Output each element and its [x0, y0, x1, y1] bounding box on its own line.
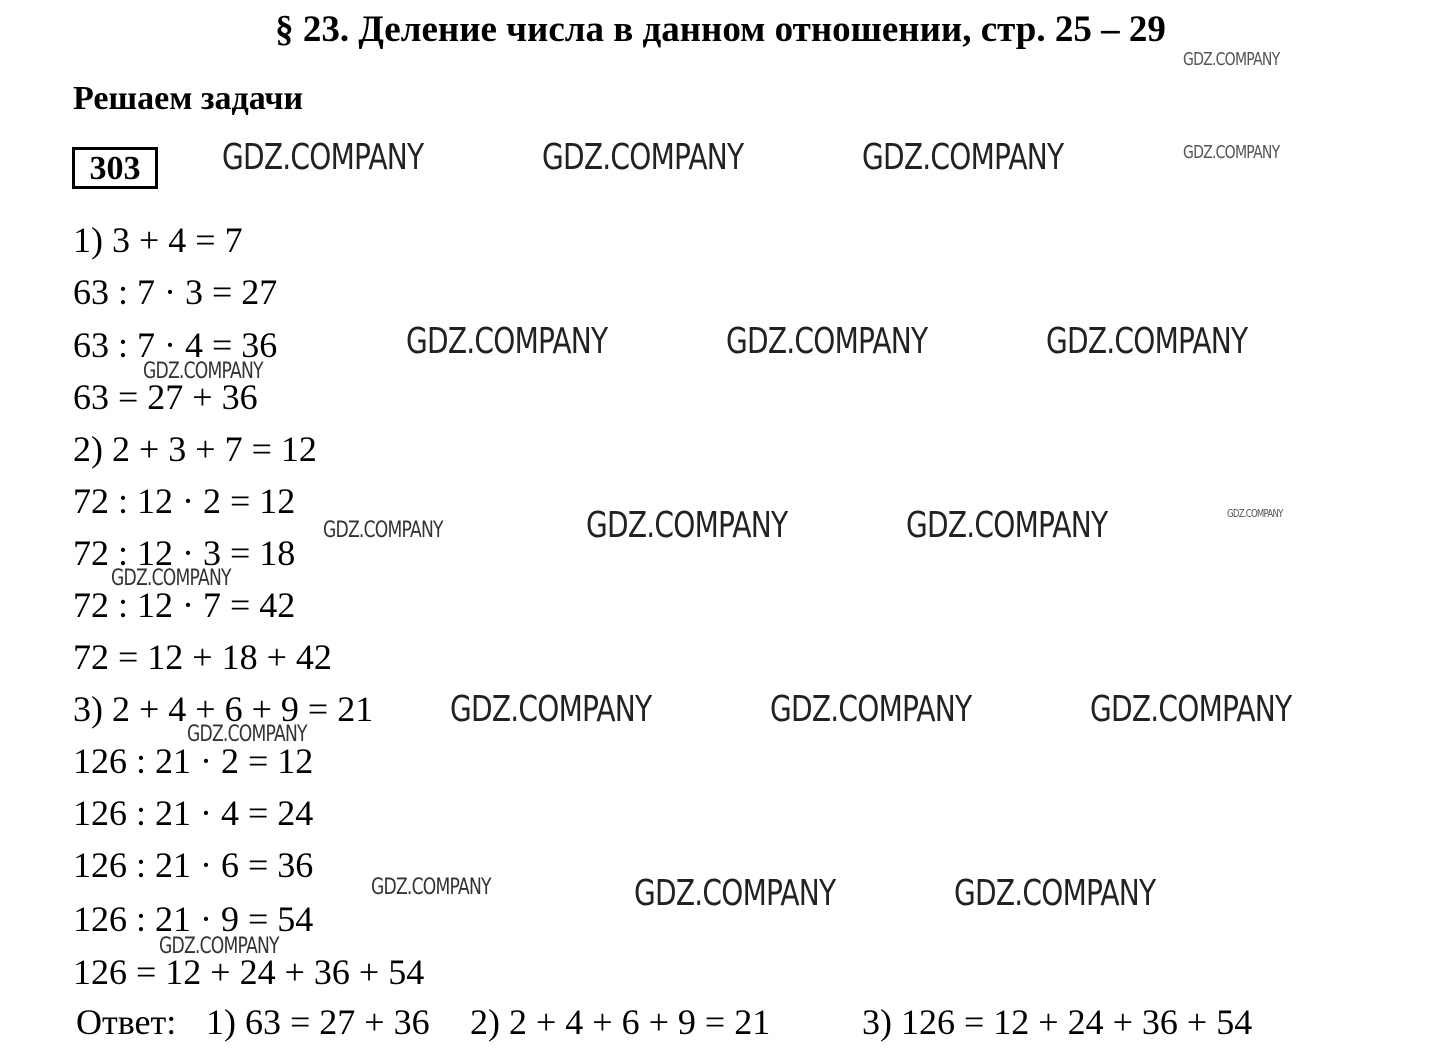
watermark: GDZ.COMPANY — [187, 722, 307, 747]
watermark: GDZ.COMPANY — [1183, 49, 1280, 70]
solution-line: 2) 2 + 3 + 7 = 12 — [73, 429, 317, 469]
solution-line: 126 = 12 + 24 + 36 + 54 — [73, 952, 425, 992]
solution-line: 1) 3 + 4 = 7 — [73, 220, 243, 260]
watermark: GDZ.COMPANY — [906, 505, 1108, 546]
solution-line: 72 : 12 · 7 = 42 — [73, 585, 296, 625]
watermark: GDZ.COMPANY — [222, 137, 424, 178]
watermark: GDZ.COMPANY — [862, 137, 1064, 178]
answer-label: Ответ: — [76, 1002, 177, 1042]
solution-line: 3) 2 + 4 + 6 + 9 = 21 — [73, 689, 374, 729]
watermark: GDZ.COMPANY — [323, 518, 443, 543]
solution-line: 63 = 27 + 36 — [73, 377, 258, 417]
watermark: GDZ.COMPANY — [1227, 507, 1283, 520]
watermark: GDZ.COMPANY — [143, 359, 263, 384]
watermark: GDZ.COMPANY — [954, 873, 1156, 914]
watermark: GDZ.COMPANY — [111, 566, 231, 591]
solution-line: 126 : 21 · 2 = 12 — [73, 741, 314, 781]
solution-line: 72 : 12 · 3 = 18 — [73, 533, 296, 573]
answer-part-3: 3) 126 = 12 + 24 + 36 + 54 — [862, 1002, 1253, 1042]
solution-line: 72 : 12 · 2 = 12 — [73, 481, 296, 521]
solution-line: 126 : 21 · 6 = 36 — [73, 845, 314, 885]
watermark: GDZ.COMPANY — [1183, 142, 1280, 163]
watermark: GDZ.COMPANY — [1090, 689, 1292, 730]
solution-line: 72 = 12 + 18 + 42 — [73, 637, 332, 677]
watermark: GDZ.COMPANY — [371, 875, 491, 900]
solution-line: 126 : 21 · 4 = 24 — [73, 793, 314, 833]
answer-part-1: 1) 63 = 27 + 36 — [206, 1002, 430, 1042]
solution-line: 63 : 7 · 4 = 36 — [73, 325, 278, 365]
watermark: GDZ.COMPANY — [542, 137, 744, 178]
watermark: GDZ.COMPANY — [634, 873, 836, 914]
section-heading: Решаем задачи — [73, 80, 304, 117]
watermark: GDZ.COMPANY — [1046, 321, 1248, 362]
watermark: GDZ.COMPANY — [406, 321, 608, 362]
watermark: GDZ.COMPANY — [770, 689, 972, 730]
watermark: GDZ.COMPANY — [159, 934, 279, 959]
page-title: § 23. Деление числа в данном отношении, стр. 25 – 29 — [275, 9, 1166, 50]
task-number-box: 303 — [72, 147, 158, 189]
solution-line: 126 : 21 · 9 = 54 — [73, 899, 314, 939]
watermark: GDZ.COMPANY — [450, 689, 652, 730]
answer-part-2: 2) 2 + 4 + 6 + 9 = 21 — [470, 1002, 771, 1042]
solution-line: 63 : 7 · 3 = 27 — [73, 272, 278, 312]
watermark: GDZ.COMPANY — [726, 321, 928, 362]
watermark: GDZ.COMPANY — [586, 505, 788, 546]
